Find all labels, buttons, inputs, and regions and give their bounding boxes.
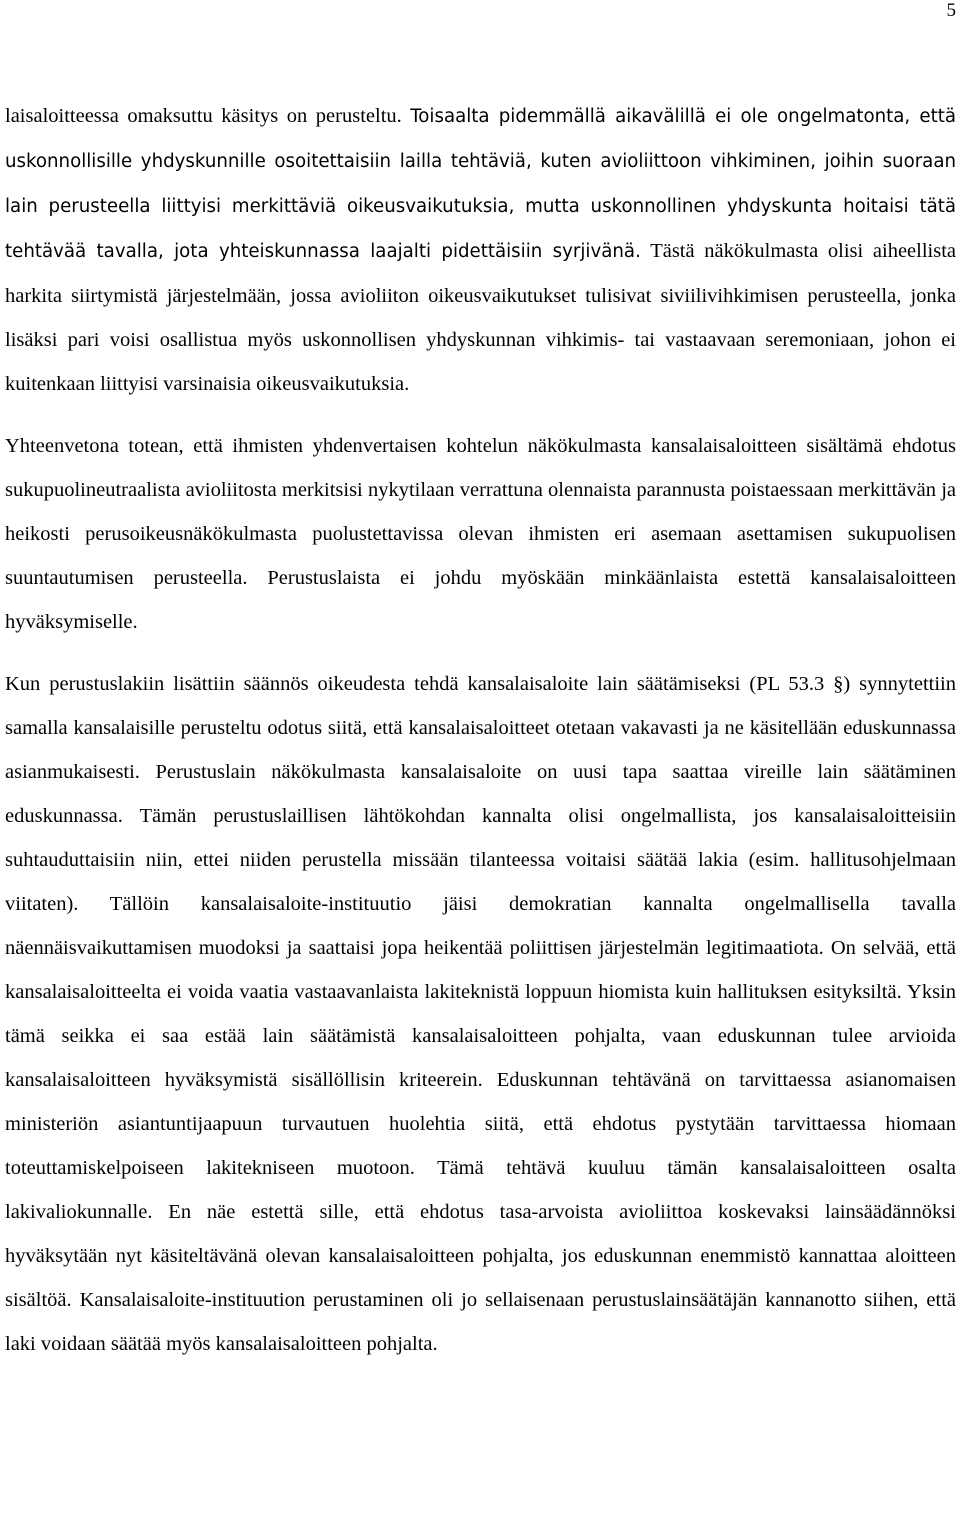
page-number: 5 <box>946 0 956 21</box>
document-body <box>5 94 956 1384</box>
paragraph-1-part-3: Tästä näkökulmasta olisi aiheellista harkita siirtymistä järjestelmään, jossa avioliiton oikeusvaikutukset tulisivat siviilivihkimisen perusteella, jonka lisäksi pari voisi osallistua myös uskonnollisen yhdyskunnan vihkimis- tai vastaavaan seremoniaan, johon ei kuitenkaan liittyisi varsinaisia oikeusvaikutuksia. <box>5 240 956 395</box>
paragraph-3: Kun perustuslakiin lisättiin säännös oikeudesta tehdä kansalaisaloite lain säätämiseksi (PL 53.3 §) synnytettiin samalla kansalaisille perusteltu odotus siitä, että kansalaisaloitteet otetaan vakavasti ja ne käsitellään eduskunnassa asianmukaisesti. Perustuslain näkökulmasta kansalaisaloite on uusi tapa saattaa vireille lain säätäminen eduskunnassa. Tämän perustuslaillisen lähtökohdan kannalta olisi ongelmallista, jos kansalaisaloitteisiin suhtauduttaisiin niin, ettei niiden perustella missään tilanteessa voitaisi säätää lakia (esim. hallitusohjelmaan viitaten). Tällöin kansalaisaloite-instituutio jäisi demokratian kannalta ongelmallisella tavalla näennäisvaikuttamisen muodoksi ja saattaisi jopa heikentää poliittisen järjestelmän legitimaatiota. On selvää, että kansalaisaloitteelta ei voida vaatia vastaavanlaista lakiteknistä loppuun hiomista kuin hallituksen esityksiltä. Yksin tämä seikka ei saa estää lain säätämistä kansalaisaloitteen pohjalta, vaan eduskunnan tulee arvioida kansalaisaloitteen hyväksymistä sisällöllisin kriteerein. Eduskunnan tehtävänä on tarvittaessa asianomaisen ministeriön asiantuntijaapuun turvautuen huolehtia siitä, että ehdotus pystytään tarvittaessa hiomaan toteuttamiskelpoiseen lakitekniseen muotoon. Tämä tehtävä kuuluu tämän kansalaisaloitteen osalta lakivaliokunnalle. En näe estettä sille, että ehdotus tasa-arvoista avioliittoa koskevaksi lainsäädännöksi hyväksytään nyt käsiteltävänä olevan kansalaisaloitteen pohjalta, jos eduskunnan enemmistö kannattaa aloitteen sisältöä. Kansalaisaloite-instituution perustaminen oli jo sellaisenaan perustuslainsäätäjän kannanotto siihen, että laki voidaan säätää myös kansalaisaloitteen pohjalta. <box>5 673 956 1355</box>
paragraph-1 <box>5 94 956 406</box>
paragraph-1-part-2: Toisaalta pidemmällä aikavälillä ei ole ongelmatonta, että uskonnollisille yhdyskunnille osoitettaisiin lailla tehtäviä, kuten avioliittoon vihkiminen, joihin suoraan lain perusteella liittyisi merkittäviä oikeusvaikutuksia, mutta uskonnollinen yhdyskunta hoitaisi tätä tehtävää tavalla, jota yhteiskunnassa laajalti pidettäisiin syrjivänä. <box>5 106 956 262</box>
paragraph-2: Yhteenvetona totean, että ihmisten yhdenvertaisen kohtelun näkökulmasta kansalaisaloitteen sisältämä ehdotus sukupuolineutraalista avioliitosta merkitsisi nykytilaan verrattuna olennaista parannusta poistaessaan merkittävän ja heikosti perusoikeusnäkökulmasta puolustettavissa olevan ihmisten eri asemaan asettamisen sukupuolisen suuntautumisen perusteella. Perustuslaista ei johdu myöskään minkäänlaista estettä kansalaisaloitteen hyväksymiselle. <box>5 435 956 633</box>
paragraph-1-part-1: laisaloitteessa omaksuttu käsitys on perusteltu. <box>5 105 411 127</box>
